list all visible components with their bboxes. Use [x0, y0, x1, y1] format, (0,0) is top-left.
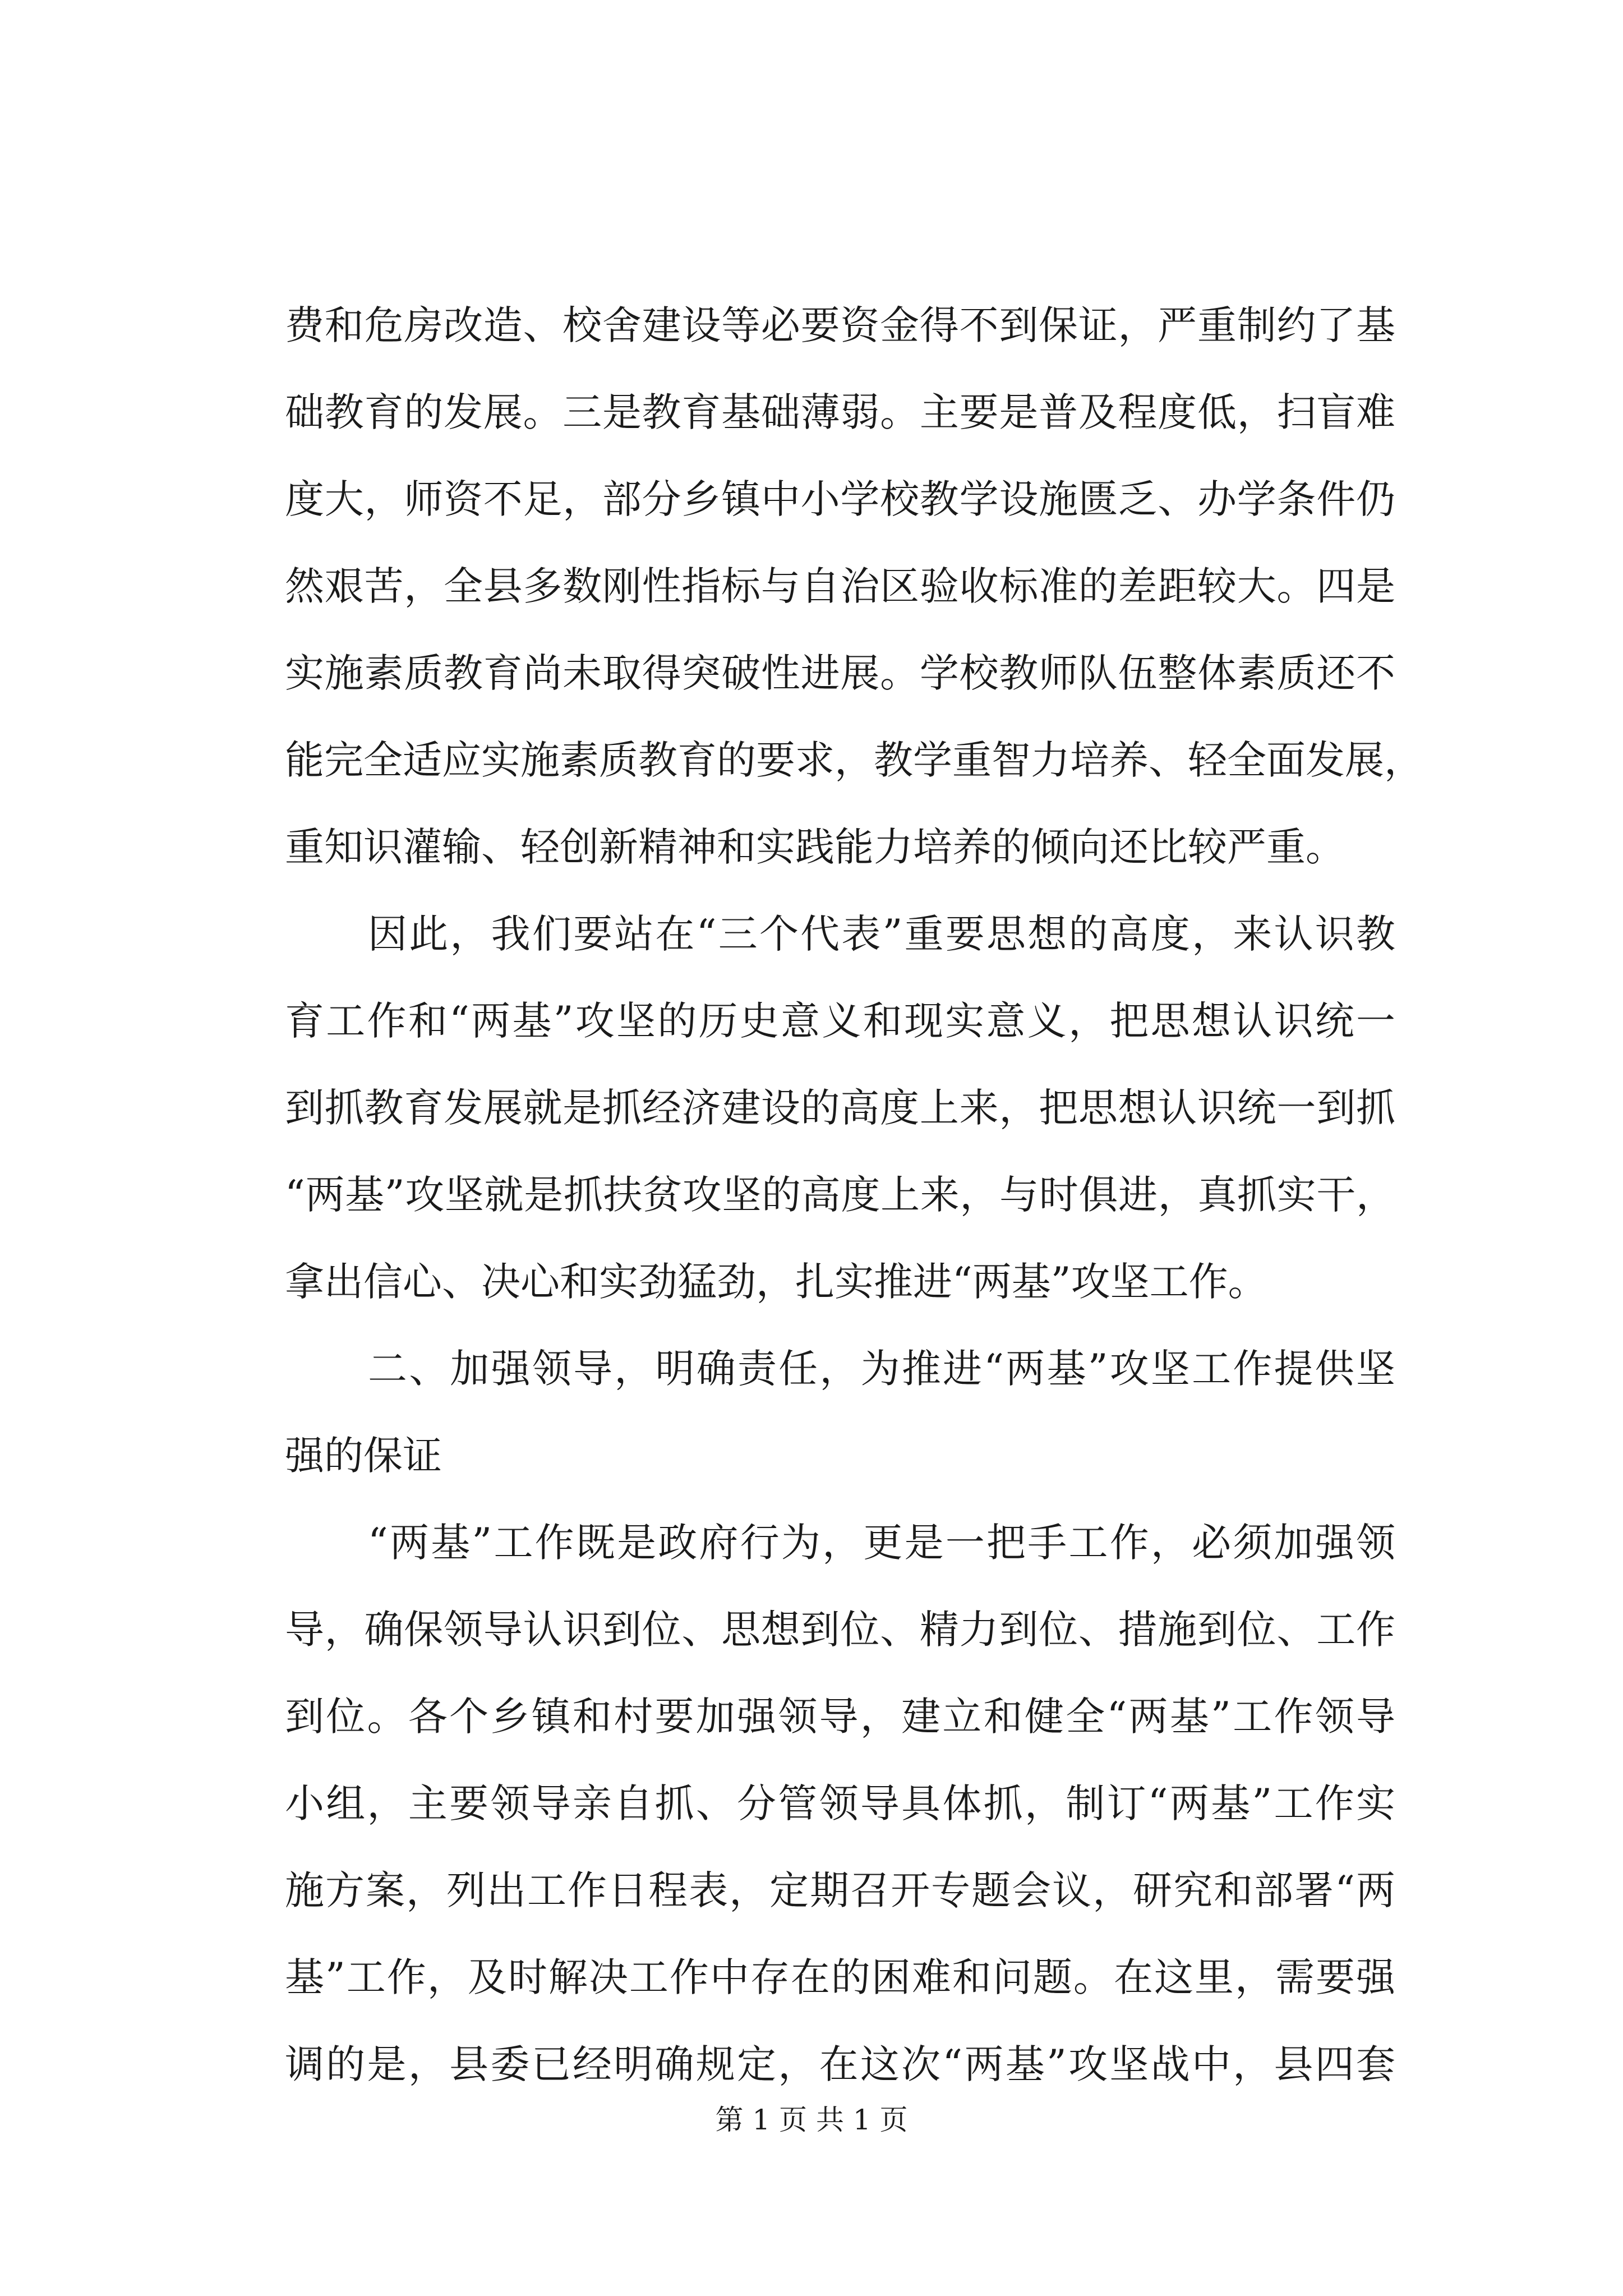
paragraph-line: 费和危房改造、校舍建设等必要资金得不到保证，严重制约了基: [285, 302, 1395, 348]
paragraph-line: 基”工作，及时解决工作中存在的困难和问题。在这里，需要强: [285, 1954, 1395, 2000]
paragraph-line: 实施素质教育尚未取得突破性进展。学校教师队伍整体素质还不: [285, 650, 1395, 696]
paragraph-line: 施方案，列出工作日程表，定期召开专题会议，研究和部署“两: [285, 1867, 1395, 1913]
paragraph-line: 础教育的发展。三是教育基础薄弱。主要是普及程度低，扫盲难: [285, 389, 1395, 435]
paragraph-line: 然艰苦，全县多数刚性指标与自治区验收标准的差距较大。四是: [285, 563, 1395, 609]
paragraph-line: 拿出信心、决心和实劲猛劲，扎实推进“两基”攻坚工作。: [285, 1259, 1267, 1305]
paragraph-line: 能完全适应实施素质教育的要求，教学重智力培养、轻全面发展，: [285, 737, 1423, 783]
paragraph-line: 调的是，县委已经明确规定，在这次“两基”攻坚战中，县四套: [285, 2041, 1395, 2087]
paragraph-line: 度大，师资不足，部分乡镇中小学校教学设施匮乏、办学条件仍: [285, 476, 1395, 522]
section-heading-line: 强的保证: [285, 1433, 442, 1479]
paragraph-line: 因此，我们要站在“三个代表”重要思想的高度，来认识教: [368, 911, 1395, 957]
paragraph-line: 重知识灌输、轻创新精神和实践能力培养的倾向还比较严重。: [285, 824, 1345, 870]
paragraph-line: 育工作和“两基”攻坚的历史意义和现实意义，把思想认识统一: [285, 998, 1395, 1044]
page-footer: 第 1 页 共 1 页: [715, 2104, 908, 2136]
paragraph-line: “两基”工作既是政府行为，更是一把手工作，必须加强领: [368, 1520, 1395, 1566]
paragraph-line: 到位。各个乡镇和村要加强领导，建立和健全“两基”工作领导: [285, 1694, 1395, 1740]
paragraph-line: “两基”攻坚就是抓扶贫攻坚的高度上来，与时俱进，真抓实干，: [285, 1172, 1395, 1218]
section-heading-line: 二、加强领导，明确责任，为推进“两基”攻坚工作提供坚: [368, 1346, 1395, 1392]
paragraph-line: 到抓教育发展就是抓经济建设的高度上来，把思想认识统一到抓: [285, 1085, 1395, 1131]
paragraph-line: 小组，主要领导亲自抓、分管领导具体抓，制订“两基”工作实: [285, 1780, 1395, 1826]
paragraph-line: 导，确保领导认识到位、思想到位、精力到位、措施到位、工作: [285, 1607, 1395, 1653]
